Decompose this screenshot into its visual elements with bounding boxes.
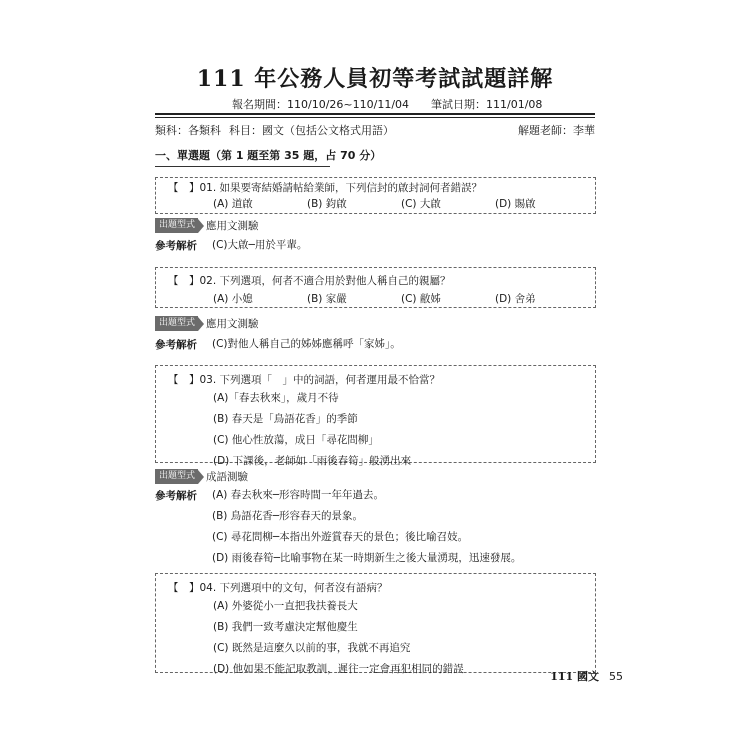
tag-badge: 出題型式 [155, 316, 198, 331]
question-type-tag [155, 218, 259, 233]
option-b: (B) 家嚴 [307, 293, 347, 305]
option-d: (D) 他如果不能記取教訓，遲往一定會再犯相同的錯誤 [213, 663, 464, 675]
question-type-tag [155, 469, 248, 484]
exam-dates [232, 96, 542, 112]
option-d: (D) 賜啟 [495, 198, 536, 210]
exam-date: 筆試日期：111/01/08 [431, 98, 543, 111]
tag-text: 應用文測驗 [206, 220, 259, 232]
question-stem: 【 】02. 下列選項，何者不適合用於對他人稱自己的親屬？ [168, 275, 451, 287]
tag-badge: 出題型式 [155, 469, 198, 484]
analysis-line: (C)大啟─用於平輩。 [212, 239, 308, 251]
analysis-line: (D) 雨後春筍─比喻事物在某一時期新生之後大量湧現，迅速發展。 [212, 552, 522, 564]
analysis-block [155, 238, 308, 253]
option-c: (C) 大啟 [401, 198, 441, 210]
analysis-label: 參考解析 [155, 490, 197, 502]
question-type-tag [155, 316, 259, 331]
option-d: (D) 舍弟 [495, 293, 536, 305]
page-footer [550, 668, 623, 684]
tag-arrow-icon [198, 219, 204, 233]
question-box-4 [155, 573, 596, 673]
analysis-lines [212, 238, 307, 259]
tag-arrow-icon [198, 470, 204, 484]
option-c: (C) 他心性放蕩，成日「尋花問柳」 [213, 434, 379, 446]
options-row [213, 196, 589, 211]
registration-period: 報名期間：110/10/26~110/11/04 [232, 98, 410, 111]
options-list [213, 599, 464, 683]
header-rule-thin [155, 117, 595, 118]
question-stem: 【 】01. 如果要寄結婚請帖給業師，下列信封的啟封詞何者錯誤？ [168, 182, 483, 194]
category: 類科：各類科 [155, 124, 221, 137]
tag-badge: 出題型式 [155, 218, 198, 233]
analysis-label: 參考解析 [155, 240, 197, 252]
question-stem: 【 】04. 下列選項中的文句，何者沒有語病？ [168, 582, 388, 594]
analysis-line: (C) 尋花問柳─本指出外遊賞春天的景色；後比喻召妓。 [212, 531, 469, 543]
option-b: (B) 我們一致考慮決定幫他慶生 [213, 621, 358, 633]
analysis-label: 參考解析 [155, 339, 197, 351]
option-b: (B) 鈞啟 [307, 198, 347, 210]
option-b: (B) 春天是「鳥語花香」的季節 [213, 413, 358, 425]
teacher: 解題老師：李華 [518, 124, 595, 137]
analysis-line: (B) 鳥語花香─形容春天的景象。 [212, 510, 364, 522]
option-c: (C) 敝姊 [401, 293, 441, 305]
book-label: 111 國文 [550, 670, 599, 683]
page-number: 55 [609, 670, 623, 683]
option-c: (C) 既然是這麼久以前的事，我就不再追究 [213, 642, 411, 654]
analysis-lines [212, 337, 401, 358]
tag-text: 應用文測驗 [206, 318, 259, 330]
analysis-lines [212, 488, 521, 572]
option-a: (A) 外婆從小一直把我扶養長大 [213, 600, 358, 612]
meta-line [155, 122, 394, 138]
analysis-block [155, 488, 522, 564]
question-box-2 [155, 267, 596, 308]
section-title: 一、單選題（第 1 題至第 35 題，占 70 分） [155, 149, 382, 162]
question-box-1 [155, 177, 596, 214]
option-a: (A) 道啟 [213, 198, 253, 210]
header-rule-thick [155, 113, 595, 115]
page-title: 111 年公務人員初等考試試題詳解 [196, 66, 554, 92]
option-a: (A)「春去秋來」，歲月不待 [213, 392, 339, 404]
option-a: (A) 小媳 [213, 293, 253, 305]
analysis-line: (A) 春去秋來─形容時間一年年過去。 [212, 489, 385, 501]
tag-text: 成語測驗 [206, 471, 249, 483]
section-underline [155, 166, 330, 167]
tag-arrow-icon [198, 317, 204, 331]
option-d: (D) 下課後，老師如「雨後春筍」般湧出來 [213, 455, 412, 467]
options-list [213, 391, 411, 475]
subject: 科目：國文（包括公文格式用語） [229, 124, 394, 137]
analysis-line: (C)對他人稱自己的姊姊應稱呼「家姊」。 [212, 338, 401, 350]
question-stem: 【 】03. 下列選項「 」中的詞語，何者運用最不恰當？ [168, 374, 441, 386]
question-box-3 [155, 365, 596, 467]
analysis-block [155, 337, 401, 352]
options-row [213, 291, 589, 306]
